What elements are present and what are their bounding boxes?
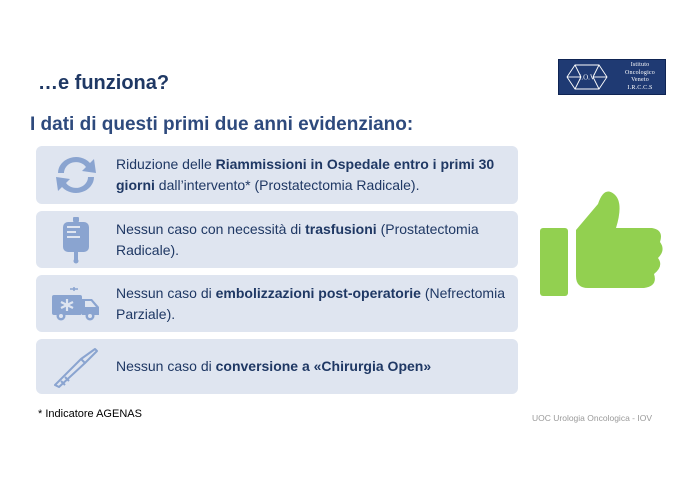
result-card-transfusions: [36, 211, 518, 268]
iov-logo: [558, 59, 666, 95]
ambulance-icon: [36, 275, 116, 332]
card-text-bold: trasfusioni: [305, 220, 377, 237]
result-card-readmissions: [36, 146, 518, 204]
footnote: * Indicatore AGENAS: [38, 408, 142, 420]
card-text-part: (Prostatectomia Radicale).: [116, 220, 479, 258]
logo-wordmark: [615, 62, 665, 92]
footer-label: UOC Urologia Oncologica - IOV: [532, 413, 652, 423]
card-text: [116, 356, 518, 377]
card-text-part: Nessun caso di: [116, 284, 216, 301]
card-text-part: Nessun caso di: [116, 358, 216, 374]
slide-title: …e funziona?: [38, 72, 170, 94]
logo-line-2: Oncologico: [625, 69, 655, 76]
card-text-bold: Riammissioni in Ospedale entro i primi 30 giorni: [116, 156, 495, 193]
card-text-bold: embolizzazioni post-operatorie: [215, 284, 421, 301]
card-text-part: Nessun caso con necessità di: [116, 220, 306, 237]
card-text: [116, 283, 518, 325]
card-text-part: Riduzione delle: [116, 156, 216, 172]
result-card-conversion: [36, 339, 518, 394]
logo-line-3: Veneto: [631, 77, 649, 83]
card-text-part: dall’intervento* (Prostatectomia Radicale).: [154, 177, 420, 193]
card-text: [116, 154, 518, 196]
card-text-part: (Nefrectomia Parziale).: [116, 284, 505, 322]
logo-line-4: I.R.C.C.S: [627, 84, 653, 91]
slide-subtitle: I dati di questi primi due anni evidenziano:: [30, 114, 414, 135]
card-text: [116, 219, 518, 261]
iov-logo-mark-icon: [559, 60, 615, 94]
thumbs-up-icon: [540, 190, 664, 300]
card-text-bold: conversione a «Chirurgia Open»: [215, 358, 432, 374]
logo-mark-text: I.O.V: [579, 73, 595, 82]
refresh-arrows-icon: [36, 146, 116, 204]
blood-bag-icon: [36, 211, 116, 268]
scalpel-icon: [36, 339, 116, 394]
logo-line-1: Istituto: [630, 62, 650, 68]
result-card-embolizations: [36, 275, 518, 332]
